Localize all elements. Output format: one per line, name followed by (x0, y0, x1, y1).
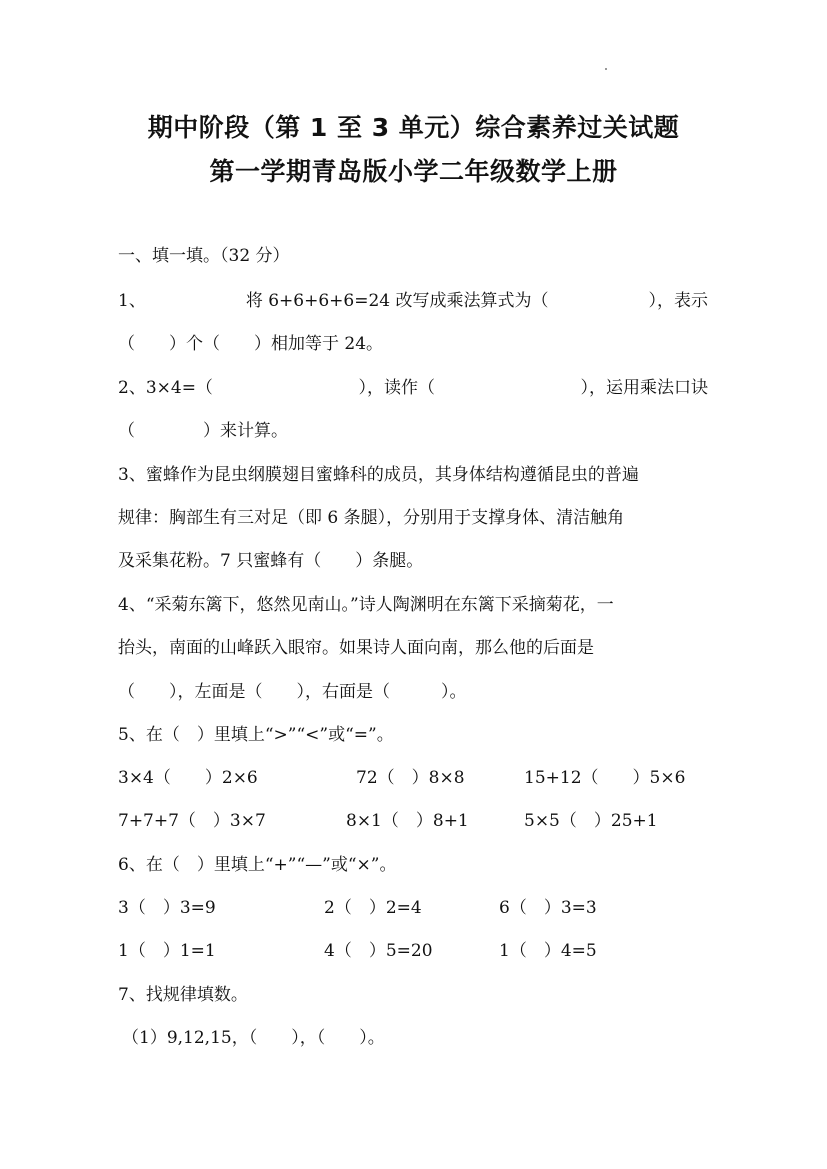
question-1-number: 1、 (118, 291, 146, 311)
question-6-prompt: 6、在（ ）里填上“+”“—”或“×”。 (118, 855, 397, 875)
question-2-line-2: （ ）来计算。 (118, 421, 288, 441)
section-heading: 一、填一填。（32 分） (118, 246, 290, 266)
operator-item: 1（ ）1=1 (118, 941, 216, 961)
compare-item: 3×4（ ）2×6 (118, 768, 258, 788)
operator-item: 3（ ）3=9 (118, 898, 216, 918)
operator-item: 6（ ）3=3 (499, 898, 597, 918)
compare-item: 5×5（ ）25+1 (524, 811, 658, 831)
compare-item: 7+7+7（ ）3×7 (118, 811, 266, 831)
question-2-text-c: ），运用乘法口诀 (580, 378, 708, 398)
title-line-2: 第一学期青岛版小学二年级数学上册 (209, 157, 618, 186)
title-line-1: 期中阶段（第 1 至 3 单元）综合素养过关试题 (147, 113, 680, 142)
compare-item: 15+12（ ）5×6 (524, 768, 686, 788)
question-2-text-a: 2、3×4=（ (118, 378, 213, 398)
compare-item: 8×1（ ）8+1 (346, 811, 469, 831)
question-3-line-3: 及采集花粉。7 只蜜蜂有（ ）条腿。 (118, 551, 424, 571)
question-3-line-1: 3、蜜蜂作为昆虫纲膜翅目蜜蜂科的成员，其身体结构遵循昆虫的普遍 (118, 465, 639, 485)
question-2-text-b: ），读作（ (358, 378, 435, 398)
question-4-line-1: 4、“采菊东篱下，悠然见南山。”诗人陶渊明在东篱下采摘菊花，一 (118, 595, 614, 615)
operator-item: 2（ ）2=4 (324, 898, 422, 918)
question-7-prompt: 7、找规律填数。 (118, 985, 248, 1005)
question-7-sub-1: （1）9,12,15，（ ），（ ）。 (122, 1028, 385, 1048)
question-5-prompt: 5、在（ ）里填上“>”“<”或“=”。 (118, 725, 394, 745)
question-3-line-2: 规律：胸部生有三对足（即 6 条腿），分别用于支撑身体、清洁触角 (118, 508, 625, 528)
operator-item: 4（ ）5=20 (324, 941, 433, 961)
scan-speck (605, 68, 607, 70)
question-2-line-1 (118, 373, 708, 398)
compare-item: 72（ ）8×8 (356, 768, 465, 788)
question-1-line-2: （ ）个（ ）相加等于 24。 (118, 334, 384, 354)
question-4-line-2: 抬头，南面的山峰跃入眼帘。如果诗人面向南，那么他的后面是 (118, 638, 594, 658)
question-1-text-b: ），表示 (648, 291, 708, 311)
question-4-line-3: （ ），左面是（ ），右面是（ ）。 (118, 682, 467, 702)
question-1-line-1 (118, 286, 708, 311)
operator-item: 1（ ）4=5 (499, 941, 597, 961)
question-1-text-a: 将 6+6+6+6=24 改写成乘法算式为（ (245, 291, 549, 311)
